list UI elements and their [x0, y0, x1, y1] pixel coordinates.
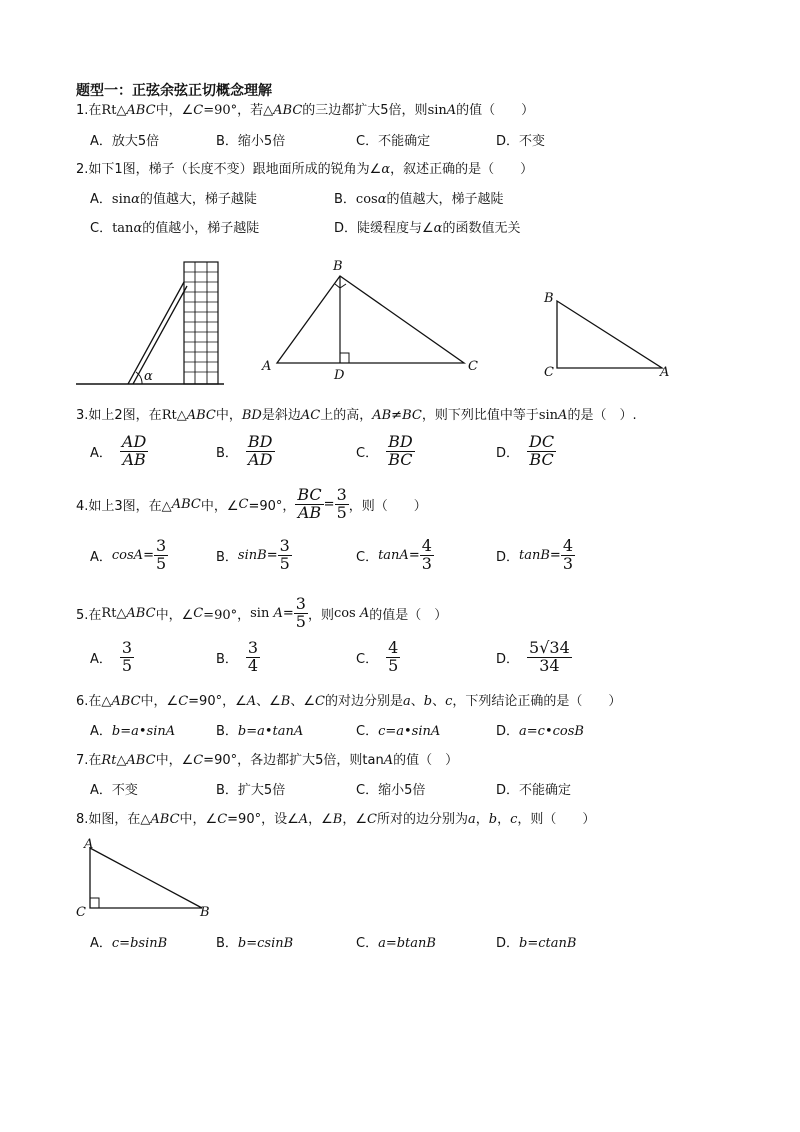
q6-option-b[interactable]: B．b=a•tanA [216, 724, 304, 739]
fig2-label-d: D [334, 368, 345, 383]
q6-option-a[interactable]: A．b=a•sinA [90, 724, 176, 739]
q5-option-d[interactable]: D． $\frac{5√34}{34}$ [496, 638, 570, 675]
q1-option-b[interactable]: B．缩小5倍 [216, 134, 286, 149]
q1-stem: 1.在Rt△ABC中，∠C=90°，若△ABC的三边都扩大5倍，则sinA的值（ ） [76, 103, 535, 118]
q2-option-d[interactable]: D．陡缓程度与∠α的函数值无关 [334, 221, 521, 236]
q7-option-d[interactable]: D．不能确定 [496, 783, 572, 798]
ladder [128, 282, 184, 384]
figure-1-ladder [76, 256, 226, 388]
q4-option-a[interactable]: A． cosA = $\frac{3}{5}$ [90, 536, 167, 573]
q5-option-c[interactable]: C． $\frac{4}{5}$ [356, 638, 399, 675]
fig3-label-c: C [544, 365, 554, 380]
building [184, 262, 218, 384]
q1-option-a[interactable]: A．放大5倍 [90, 134, 160, 149]
fig4-label-b: B [200, 905, 210, 920]
fig3-label-b: B [544, 291, 554, 306]
triangle-bca [557, 301, 662, 368]
fig1-alpha-label: α [144, 369, 153, 384]
figure-4-triangle [74, 836, 224, 920]
figure-2-triangle [258, 254, 488, 386]
q5-stem: 5.在 Rt△ ABC 中，∠ C =90°， sin A = $\frac{3}{5}$ ，则 cos A 的值是（ ） [76, 594, 448, 631]
q2-option-c[interactable]: C．tanα的值越小，梯子越陡 [90, 221, 260, 236]
q4-option-c[interactable]: C． tanA = $\frac{4}{3}$ [356, 536, 432, 573]
q1-option-d[interactable]: D．不变 [496, 134, 546, 149]
q7-option-c[interactable]: C．缩小5倍 [356, 783, 426, 798]
fig2-label-c: C [468, 359, 478, 374]
triangle-abc [277, 276, 464, 363]
q4-stem: 4.如上3图，在△ ABC 中，∠ C =90°， $\frac{BC}{AB}$ = $\frac{3}{5}$ ，则（ ） [76, 485, 427, 522]
fig2-label-a: A [262, 359, 272, 374]
q8-option-b[interactable]: B．b=csinB [216, 936, 294, 951]
fig4-label-c: C [76, 905, 86, 920]
fig2-label-b: B [333, 259, 343, 274]
fig3-label-a: A [660, 365, 670, 380]
q4-option-b[interactable]: B． sinB = $\frac{3}{5}$ [216, 536, 290, 573]
q8-option-c[interactable]: C．a=btanB [356, 936, 436, 951]
q3-stem: 3.如上2图，在Rt△ABC中，BD是斜边AC上的高，AB≠BC，则下列比值中等于sinA的是（ ）. [76, 408, 637, 423]
figure-3-triangle [538, 286, 678, 382]
right-angle-d [340, 353, 349, 363]
q5-option-a[interactable]: A． $\frac{3}{5}$ [90, 638, 133, 675]
q3-option-a[interactable]: A． $\frac{AD}{AB}$ [90, 432, 147, 469]
q7-option-b[interactable]: B．扩大5倍 [216, 783, 286, 798]
q8-stem: 8.如图，在△ABC中，∠C=90°，设∠A，∠B，∠C所对的边分别为a，b，c，则（ ） [76, 812, 596, 827]
q4-option-d[interactable]: D． tanB = $\frac{4}{3}$ [496, 536, 574, 573]
q7-stem: 7.在Rt△ABC中，∠C=90°，各边都扩大5倍，则tanA的值（ ） [76, 753, 459, 768]
triangle-acb [90, 848, 202, 908]
q7-option-a[interactable]: A．不变 [90, 783, 138, 798]
q5-option-b[interactable]: B． $\frac{3}{4}$ [216, 638, 259, 675]
q3-option-c[interactable]: C． $\frac{BD}{BC}$ [356, 432, 413, 469]
q6-stem: 6.在△ABC中，∠C=90°，∠A、∠B、∠C的对边分别是a、b、c，下列结论正确的是（ ） [76, 694, 622, 709]
right-angle-c [90, 898, 99, 908]
q2-option-a[interactable]: A．sinα的值越大，梯子越陡 [90, 192, 257, 207]
q8-option-d[interactable]: D．b=ctanB [496, 936, 577, 951]
q6-option-d[interactable]: D．a=c•cosB [496, 724, 584, 739]
building-floors [184, 272, 218, 372]
q1-option-c[interactable]: C．不能确定 [356, 134, 431, 149]
q2-stem: 2.如下1图，梯子（长度不变）跟地面所成的锐角为∠α，叙述正确的是（ ） [76, 162, 534, 177]
section-heading: 题型一：正弦余弦正切概念理解 [76, 83, 272, 99]
q8-option-a[interactable]: A．c=bsinB [90, 936, 168, 951]
q2-option-b[interactable]: B．cosα的值越大，梯子越陡 [334, 192, 504, 207]
q3-option-d[interactable]: D． $\frac{DC}{BC}$ [496, 432, 555, 469]
q6-option-c[interactable]: C．c=a•sinA [356, 724, 441, 739]
fig4-label-a: A [84, 837, 94, 852]
q3-option-b[interactable]: B． $\frac{BD}{AD}$ [216, 432, 273, 469]
